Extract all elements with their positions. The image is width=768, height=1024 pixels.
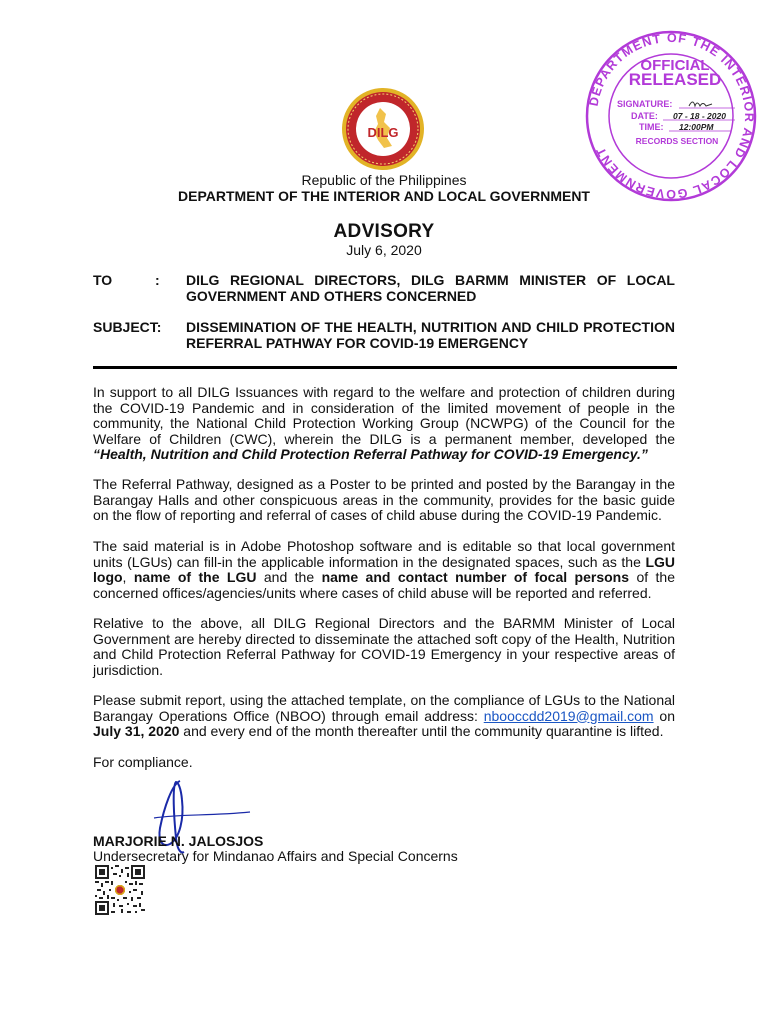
document-date: July 6, 2020 bbox=[346, 242, 422, 258]
stamp-official: OFFICIAL bbox=[640, 57, 710, 74]
paragraph-5-text-a: Please submit report, using the attached template, on the compliance of LGUs to the National Barangay Operations Office (NBOO) through email address: bbox=[93, 692, 675, 724]
paragraph-2: The Referral Pathway, designed as a Poster to be printed and posted by the Barangay in the Barangay Halls and other conspicuous areas in the community, provides for the basic guide on the flow of reporting and referral of cases of child abuse during the COVID-19 Pandemic. bbox=[93, 476, 675, 523]
document-title: ADVISORY bbox=[333, 221, 435, 242]
dilg-logo bbox=[340, 86, 426, 172]
paragraph-5 bbox=[93, 693, 675, 740]
paragraph-1-text: In support to all DILG Issuances with regard to the welfare and protection of children during the COVID-19 Pandemic and in consideration of the limited movement of people in the community, the National Child Protection Working Group (NCWPG) of the Council for the Welfare of Children (CWC), wherein the DILG is a permanent member, developed the bbox=[93, 384, 675, 447]
paragraph-3-text-e: of the concerned offices/agencies/units where cases of child abuse will be reported and referred. bbox=[93, 569, 676, 601]
qr-code bbox=[95, 865, 145, 915]
header-divider bbox=[93, 366, 677, 369]
stamp-date-value: 07 - 18 - 2020 bbox=[673, 111, 726, 121]
department-name: DEPARTMENT OF THE INTERIOR AND LOCAL GOVERNMENT bbox=[178, 188, 590, 204]
paragraph-3-text-a: The said material is in Adobe Photoshop software and is editable so that local government units (LGUs) can fill-in the applicable information in the designated spaces, such as the bbox=[93, 538, 675, 570]
paragraph-5-text-c: and every end of the month thereafter until the community quarantine is lifted. bbox=[179, 723, 664, 739]
deadline-date: July 31, 2020 bbox=[93, 723, 180, 739]
signatory-name: MARJORIE N. JALOSJOS bbox=[93, 833, 264, 849]
logo-text: DILG bbox=[367, 125, 399, 140]
paragraph-3-text-d: and the bbox=[256, 569, 322, 585]
lgu-name-emphasis: name of the LGU bbox=[133, 569, 257, 585]
to-value: DILG REGIONAL DIRECTORS, DILG BARMM MINISTER OF LOCAL GOVERNMENT AND OTHERS CONCERNED bbox=[186, 272, 675, 304]
country-name: Republic of the Philippines bbox=[301, 172, 467, 188]
subject-label: SUBJECT: bbox=[93, 319, 162, 335]
signatory-position: Undersecretary for Mindanao Affairs and Special Concerns bbox=[93, 848, 458, 864]
lgu-logo-emphasis: LGU logo bbox=[93, 553, 675, 585]
paragraph-3 bbox=[93, 539, 675, 601]
stamp-date-label: DATE: bbox=[631, 111, 658, 121]
stamp-signature-label: SIGNATURE: bbox=[617, 99, 673, 109]
stamp-time-value: 12:00PM bbox=[679, 122, 714, 132]
stamp-ring-text: DEPARTMENT OF THE INTERIOR AND LOCAL GOVERNMENT bbox=[586, 30, 757, 202]
stamp-time-label: TIME: bbox=[639, 122, 664, 132]
stamp-section: RECORDS SECTION bbox=[635, 136, 719, 146]
paragraph-3-text-c: , bbox=[122, 569, 134, 585]
paragraph-1-emphasis: “Health, Nutrition and Child Protection Referral Pathway for COVID-19 Emergency.” bbox=[93, 446, 648, 462]
stamp-released: RELEASED bbox=[628, 70, 722, 89]
email-link[interactable]: nbooccdd2019@gmail.com bbox=[483, 707, 654, 724]
to-colon: : bbox=[155, 272, 160, 288]
paragraph-4: Relative to the above, all DILG Regional Directors and the BARMM Minister of Local Government are hereby directed to disseminate the attached soft copy of the Health, Nutrition and Child Protection Referral Pathway for COVID-19 Emergency in your respective areas of jurisdiction. bbox=[93, 615, 675, 678]
paragraph-6: For compliance. bbox=[93, 754, 193, 770]
focal-persons-emphasis: name and contact number of focal persons bbox=[321, 569, 630, 585]
paragraph-1 bbox=[93, 385, 675, 463]
paragraph-5-text-b: on bbox=[653, 707, 675, 724]
to-label: TO bbox=[93, 272, 113, 288]
subject-value: DISSEMINATION OF THE HEALTH, NUTRITION AND CHILD PROTECTION REFERRAL PATHWAY FOR COVID-19 EMERGENCY bbox=[186, 319, 675, 351]
